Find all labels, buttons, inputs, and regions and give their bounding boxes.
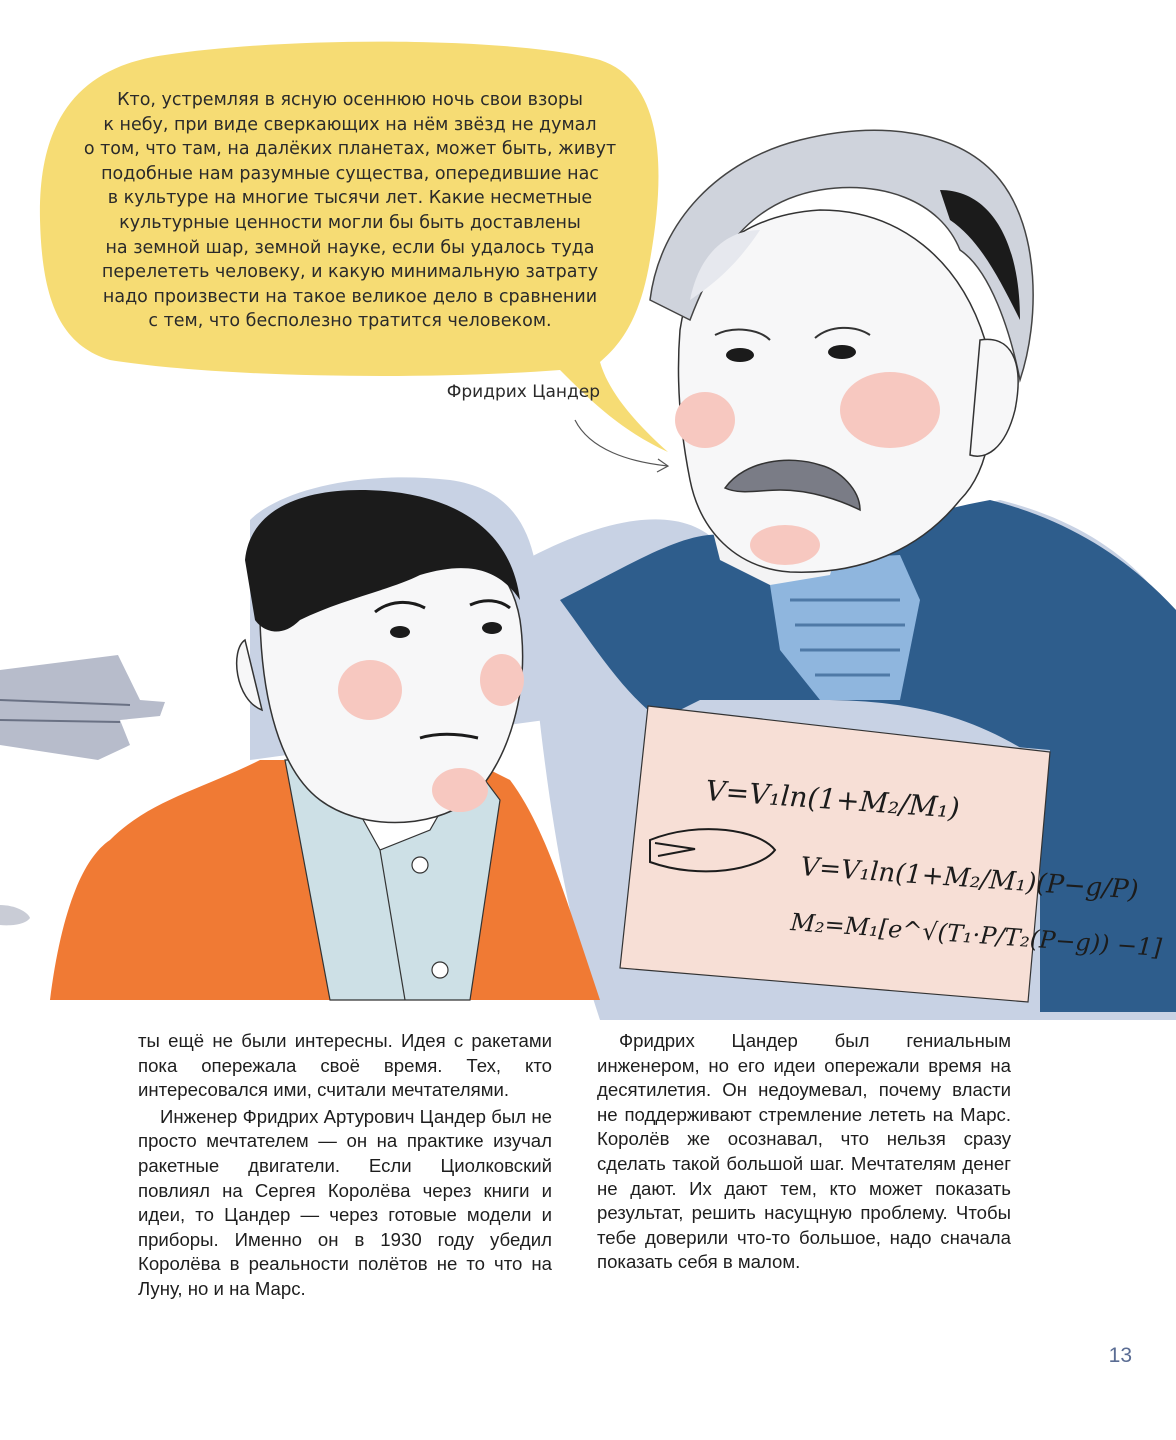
quote-line: перелететь человеку, и какую минимальную затрату — [101, 262, 599, 283]
page-number: 13 — [1108, 1344, 1132, 1367]
quote-line: культурные ценности могли бы быть доставлены — [119, 212, 581, 233]
text-column-right — [597, 1029, 1011, 1275]
quote-line: к небу, при виде сверкающих на нём звёзд не думал — [103, 114, 597, 135]
quote-line: подобные нам разумные существа, опередившие нас — [101, 163, 599, 184]
paragraph: Фридрих Цандер был гениальным инженером, но его идеи опережали время на десятилетия. Он недоумевал, почему власти не поддерживают стремление лететь на Марс. Королёв же осознавал, что нельзя сразу сделать такой большой шаг. Мечтателям денег не дают. Их дают тем, кто может показать результат, решить насущную проблему. Чтобы тебе доверили что-то большое, надо сначала показать себя в малом. — [597, 1030, 1011, 1273]
paragraph: ты ещё не были интересны. Идея с ракетами пока опережала своё время. Тех, кто интересовался ими, считали мечтателями. — [138, 1030, 552, 1101]
formula-2: V=V₁ln(1+M₂/M₁)(P−g/P) — [799, 852, 1140, 906]
quote-line: Кто, устремляя в ясную осеннюю ночь свои взоры — [117, 90, 583, 110]
quote-author: Фридрих Цандер — [446, 382, 600, 402]
quote-line: надо произвести на такое великое дело в сравнении — [102, 286, 598, 307]
quote-line: с тем, что бесполезно тратится человеком. — [148, 311, 552, 332]
korolev-figure — [50, 477, 600, 1000]
paragraph: Инженер Фридрих Артурович Цандер был не просто мечтателем — он на практике изучал ракетные двигатели. Если Циолковский повлиял на Сергея Королёва через книги и идеи, то Цандер — через готовые модели и приборы. Именно он в 1930 году убедил Королёва в реальности полётов не то что на Луну, но и на Марс. — [138, 1105, 552, 1299]
quote-line: о том, что там, на далёких планетах, может быть, живут — [83, 139, 617, 160]
formula-3: M₂=M₁[e^√(T₁·P/T₂(P−g)) −1] — [789, 908, 1163, 962]
formula-1: V=V₁ln(1+M₂/M₁) — [704, 774, 961, 825]
quote-line: на земной шар, земной науке, если бы удалось туда — [105, 237, 595, 258]
text-column-left — [138, 1029, 552, 1302]
quote-text — [70, 88, 630, 334]
quote-line: в культуре на многие тысячи лет. Какие несметные — [107, 188, 593, 209]
